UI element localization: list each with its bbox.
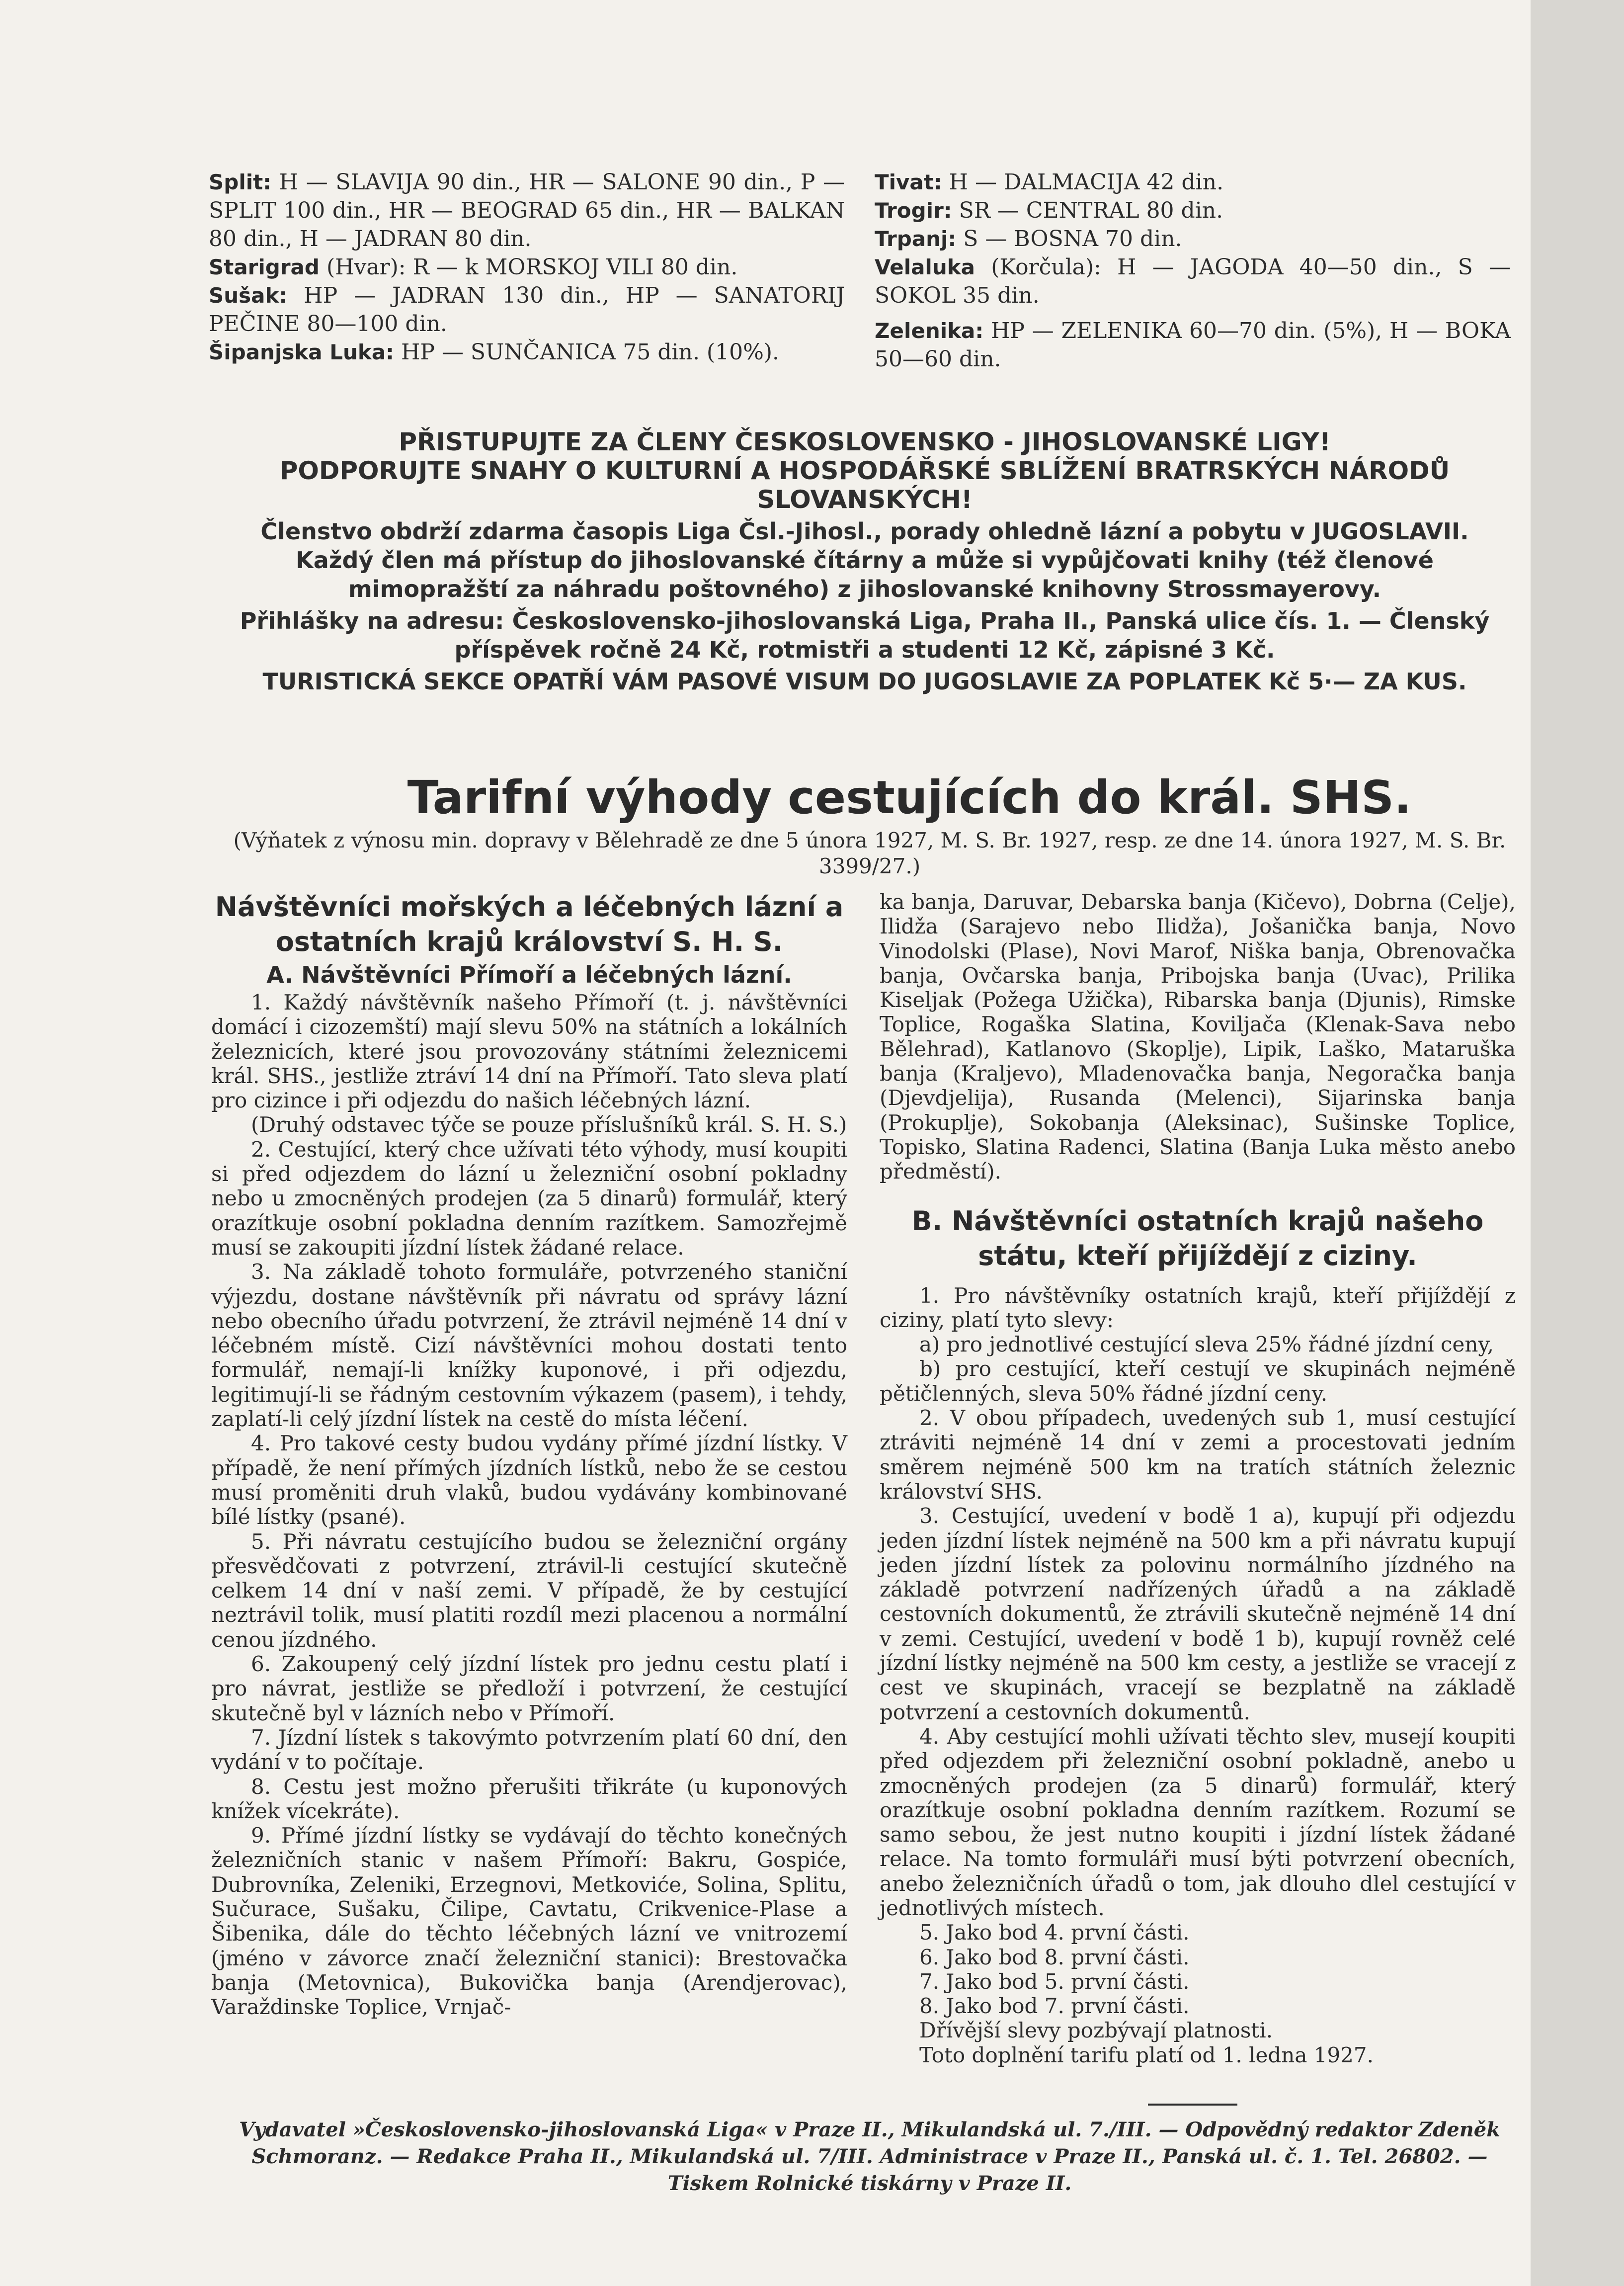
section-a-heading: Návštěvníci mořských a léčebných lázní a ostatních krajů království S. H. S. bbox=[215, 891, 844, 957]
section-b-heading: B. Návštěvníci ostatních krajů našeho státu, kteří přijíždějí z ciziny. bbox=[911, 1205, 1484, 1271]
resort-entry bbox=[875, 317, 1511, 373]
paragraph: 2. V obou případech, uvedených sub 1, musí cestující ztráviti nejméně 14 dní v zemi a procestovati jedním směrem nejméně 500 km na tratích státních železnic království SHS. bbox=[880, 1406, 1516, 1504]
article-right-column bbox=[880, 890, 1516, 2067]
resort-text: HP — ZELENIKA 60—70 din. (5%), H — BOKA 50—60 din. bbox=[875, 318, 1511, 372]
resort-text: SR — CENTRAL 80 din. bbox=[959, 198, 1223, 223]
paragraph: 4. Pro takové cesty budou vydány přímé jízdní lístky. V případě, že není přímých jízdních lístků, nebo že se cestou musí proměniti druh vlaků, budou vydávány kombinované bílé lístky (psané). bbox=[211, 1431, 847, 1529]
footer-imprint: Vydavatel »Československo-jihoslovanská Liga« v Praze II., Mikulandská ul. 7./III. — Odpovědný redaktor Zdeněk Schmoranz. — Redakce Praha II., Mikulandská ul. 7/III. Administrace v Praze II., Panská ul. č. 1. Tel. 26802. — Tiskem Rolnické tiskárny v Praze II. bbox=[239, 2118, 1500, 2195]
resort-text: HP — SUNČANICA 75 din. (10%). bbox=[401, 339, 780, 365]
appeal-support: PODPORUJTE SNAHY O KULTURNÍ A HOSPODÁŘSKÉ SBLÍŽENÍ BRATRSKÝCH NÁRODŮ SLOVANSKÝCH! bbox=[279, 456, 1450, 514]
resort-entry bbox=[209, 168, 845, 253]
footer-rule bbox=[1148, 2104, 1237, 2106]
list-item: 8. Jako bod 7. první části. bbox=[919, 1994, 1190, 2019]
resort-entry bbox=[209, 281, 845, 338]
resort-text: S — BOSNA 70 din. bbox=[963, 226, 1182, 252]
list-item: 7. Jako bod 5. první části. bbox=[919, 1969, 1190, 1994]
article-subtitle: (Výňatek z výnosu min. dopravy v Bělehradě ze dne 5 února 1927, M. S. Br. 1927, resp. ze dne 14. února 1927, M. S. Br. 3399/27.) bbox=[233, 828, 1506, 878]
appeal-membership: Členstvo obdrží zdarma časopis Liga Čsl.-Jihosl., porady ohledně lázní a pobytu v JUGOSLAVII. Každý člen má přístup do jihoslovanské čítárny a může si vypůjčovati knihy (též členové mimopražští za náhradu poštovného) z jihoslovanské knihovny Strossmayerovy. bbox=[260, 518, 1469, 602]
resort-entry bbox=[875, 253, 1511, 310]
resort-name: Trogir: bbox=[875, 198, 952, 223]
resort-text: (Korčula): H — JAGODA 40—50 din., S — SOKOL 35 din. bbox=[875, 254, 1511, 308]
resort-entry bbox=[209, 253, 845, 281]
resort-name: Split: bbox=[209, 170, 271, 194]
paragraph-continuation: ka banja, Daruvar, Debarska banja (Kičevo), Dobrna (Celje), Ilidža (Sarajevo nebo Ilidža), Jošanička banja, Novo Vinodolski (Plase), Novi Marof, Niška banja, Obrenovačka banja, Ovčarska banja, Pribojska banja (Uvac), Prilika Kiseljak (Požega Užička), Ribarska banja (Djunis), Rimske Toplice, Rogaška Slatina, Koviljača (Klenak-Sava nebo Bělehrad), Katlanovo (Skoplje), Lipik, Laško, Mataruška banja (Kraljevo), Mladenovačka banja, Negoračka banja (Djevdjelija), Rusanda (Melenci), Sijarinska banja (Prokuplje), Sokobanja (Aleksinac), Sušinske Toplice, Topisko, Slatina Radenci, Slatina (Banja Luka město anebo předměstí). bbox=[880, 890, 1516, 1184]
resort-name: Šipanjska Luka: bbox=[209, 340, 394, 364]
article-left-column bbox=[211, 890, 847, 2019]
paragraph: 3. Na základě tohoto formuláře, potvrzeného staniční výjezdu, dostane návštěvník při návratu od správy lázní nebo obecního úřadu potvrzení, že ztrávil nejméně 14 dní v léčebném místě. Cizí návštěvníci mohou dostati tento formulář, nemají-li knížky kuponové, i při odjezdu, legitimují-li se řádným cestovním výkazem (pasem), i tehdy, zaplatí-li celý jízdní lístek na cestě do místa léčení. bbox=[211, 1260, 847, 1432]
list-item: 5. Jako bod 4. první části. bbox=[919, 1920, 1190, 1945]
resort-entry bbox=[875, 196, 1511, 225]
resort-name: Sušak: bbox=[209, 283, 288, 308]
paragraph: 5. Při návratu cestujícího budou se železniční orgány přesvědčovati z potvrzení, ztrávil-li cestující skutečně celkem 14 dní v naší zemi. V případě, že by cestující neztrávil tolik, musí platiti rozdíl mezi placenou a normální cenou jízdného. bbox=[211, 1529, 847, 1652]
resort-name: Starigrad bbox=[209, 255, 320, 279]
appeal-join: PŘISTUPUJTE ZA ČLENY ČESKOSLOVENSKO - JIHOSLOVANSKÉ LIGY! bbox=[399, 427, 1331, 456]
resort-text: HP — JADRAN 130 din., HP — SANATORIJ PEČINE 80—100 din. bbox=[209, 283, 845, 337]
resort-text: H — SLAVIJA 90 din., HR — SALONE 90 din., P — SPLIT 100 din., HR — BEOGRAD 65 din., HR — BALKAN 80 din., H — JADRAN 80 din. bbox=[209, 169, 845, 252]
list-item: Toto doplnění tarifu platí od 1. ledna 1927. bbox=[919, 2042, 1374, 2067]
appeal-applications: Přihlášky na adresu: Československo-jihoslovanská Liga, Praha II., Panská ulice čís. 1. — Členský příspěvek ročně 24 Kč, rotmistři a studenti 12 Kč, zápisné 3 Kč. bbox=[240, 607, 1490, 663]
paragraph: a) pro jednotlivé cestující sleva 25% řádné jízdní ceny, bbox=[919, 1332, 1494, 1357]
paragraph: 6. Zakoupený celý jízdní lístek pro jednu cestu platí i pro návrat, jestliže se předloží i potvrzení, že cestující skutečně byl v lázních nebo v Přímoří. bbox=[211, 1652, 847, 1725]
paragraph: 1. Každý návštěvník našeho Přímoří (t. j. návštěvníci domácí i cizozemští) mají slevu 50% na státních a lokálních železnicích, které jsou provozovány státními železnicemi král. SHS., jestliže ztráví 14 dní na Přímoří. Tato sleva platí pro cizince i při odjezdu do našich léčebných lázní. bbox=[211, 990, 847, 1113]
article-title: Tarifní výhody cestujících do král. SHS. bbox=[407, 771, 1412, 824]
appeal-tourist-section: TURISTICKÁ SEKCE OPATŘÍ VÁM PASOVÉ VISUM DO JUGOSLAVIE ZA POPLATEK Kč 5·— ZA KUS. bbox=[262, 668, 1467, 695]
paragraph: (Druhý odstavec týče se pouze příslušníků král. S. H. S.) bbox=[251, 1112, 847, 1137]
publisher-footer bbox=[234, 2117, 1506, 2197]
list-item: Dřívější slevy pozbývají platnosti. bbox=[919, 2018, 1273, 2043]
paragraph: 2. Cestující, který chce užívati této výhody, musí koupiti si před odjezdem do lázní u železniční osobní pokladny nebo u zmocněných prodejen (za 5 dinarů) formulář, který orazítkuje osobní pokladna denním razítkem. Samozřejmě musí se zakoupiti jízdní lístek žádané relace. bbox=[211, 1137, 847, 1260]
paragraph: 9. Přímé jízdní lístky se vydávají do těchto konečných železničních stanic v našem Přímoří: Bakru, Gospiće, Dubrovníka, Zeleniki, Erzegnovi, Metkoviće, Solina, Splitu, Sučurace, Sušaku, Čilipe, Cavtatu, Crikvenice-Plase a Šibenika, dále do těchto léčebných lázní ve vnitrozemí (jméno v závorce značí železniční stanici): Brestovačka banja (Metovnica), Bukovička banja (Arendjerovac), Varaždinske Toplice, Vrnjač- bbox=[211, 1823, 847, 2020]
resort-entry bbox=[875, 225, 1511, 253]
paragraph: 7. Jízdní lístek s takovýmto potvrzením platí 60 dní, den vydání v to počítaje. bbox=[211, 1725, 847, 1775]
resort-text: (Hvar): R — k MORSKOJ VILI 80 din. bbox=[326, 254, 738, 280]
list-item: 6. Jako bod 8. první části. bbox=[919, 1945, 1190, 1969]
resort-entry bbox=[209, 338, 845, 366]
resort-name: Trpanj: bbox=[875, 227, 957, 251]
league-appeal bbox=[199, 427, 1531, 696]
paragraph: 4. Aby cestující mohli užívati těchto slev, musejí koupiti před odjezdem při železniční osobní pokladně, anebo u zmocněných prodejen (za 5 dinarů) formulář, který orazítkuje osobní pokladna denním razítkem. Rozumí se samo sebou, že jest nutno koupiti i jízdní lístek žádané relace. Na tomto formuláři musí býti potvrzení obecních, anebo železničních úřadů o tom, jak dlouho dlel cestující v jednotlivých místech. bbox=[880, 1724, 1516, 1920]
paragraph: 1. Pro návštěvníky ostatních krajů, kteří přijíždějí z ciziny, platí tyto slevy: bbox=[880, 1283, 1516, 1332]
paragraph: b) pro cestující, kteří cestují ve skupinách nejméně pětičlenných, sleva 50% řádné jízdní ceny. bbox=[880, 1356, 1516, 1406]
resort-text: H — DALMACIJA 42 din. bbox=[949, 169, 1224, 195]
resort-name: Zelenika: bbox=[875, 319, 984, 343]
resorts-right-column bbox=[875, 168, 1511, 373]
scan-edge bbox=[1531, 0, 1624, 2286]
paragraph: 8. Cestu jest možno přerušiti třikráte (u kuponových knížek vícekráte). bbox=[211, 1774, 847, 1823]
resort-name: Velaluka bbox=[875, 255, 975, 279]
resort-entry bbox=[875, 168, 1511, 196]
resorts-left-column bbox=[209, 168, 845, 366]
paragraph: 3. Cestující, uvedení v bodě 1 a), kupují při odjezdu jeden jízdní lístek nejméně na 500 km a při návratu kupují jeden jízdní lístek za polovinu normálního jízdného na základě potvrzení nadřízených úřadů a na základě cestovních dokumentů, že ztrávili skutečně nejméně 14 dní v zemi. Cestující, uvedení v bodě 1 b), kupují rovněž celé jízdní lístky nejméně na 500 km cesty, a jestliže se vracejí z cest ve skupinách, vracejí se bezplatně na základě potvrzení a cestovních dokumentů. bbox=[880, 1504, 1516, 1724]
section-a-subheading: A. Návštěvníci Přímoří a léčebných lázní. bbox=[266, 961, 792, 988]
resort-name: Tivat: bbox=[875, 170, 942, 194]
